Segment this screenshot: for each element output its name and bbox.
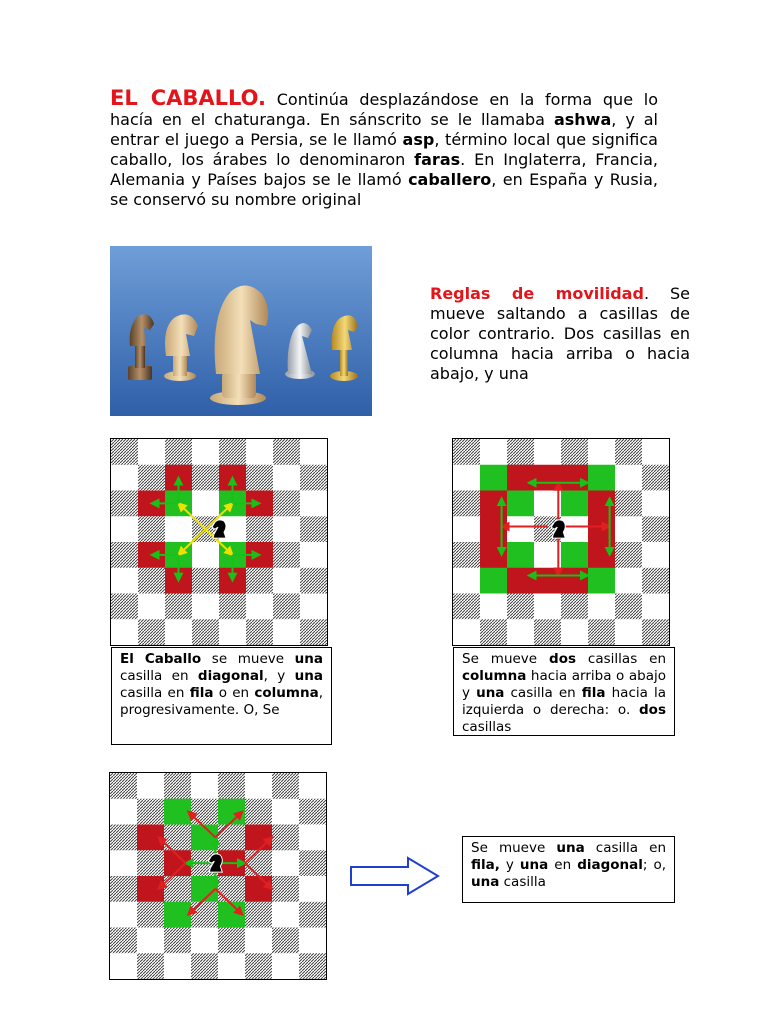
board-square xyxy=(588,491,616,517)
board-square xyxy=(218,825,246,851)
board-square xyxy=(615,516,643,542)
bold-run-9: una xyxy=(471,874,500,890)
caption-box-3 xyxy=(462,836,675,903)
board-square xyxy=(561,491,589,517)
bold-run-1: una xyxy=(556,840,585,856)
board-square xyxy=(137,799,165,825)
board-square xyxy=(615,542,643,568)
bold-run-5: una xyxy=(476,685,505,701)
board-square xyxy=(138,439,166,465)
board-square xyxy=(245,902,273,928)
board-square xyxy=(272,953,300,979)
board-square xyxy=(272,902,300,928)
board-square xyxy=(273,465,301,491)
board-square xyxy=(111,491,139,517)
board-square xyxy=(245,773,273,799)
board-square xyxy=(453,594,481,620)
board-square xyxy=(164,953,192,979)
board-square xyxy=(507,491,535,517)
board-square xyxy=(273,542,301,568)
board-square xyxy=(192,542,220,568)
bold-run-6: una xyxy=(294,668,323,684)
board-square xyxy=(561,594,589,620)
board-square xyxy=(480,516,508,542)
board-square xyxy=(218,773,246,799)
board-square xyxy=(480,594,508,620)
board-square xyxy=(191,799,219,825)
mobility-rules-paragraph xyxy=(430,284,690,384)
board-square xyxy=(138,619,166,645)
board-square xyxy=(111,542,139,568)
board-square xyxy=(642,516,669,542)
board-square xyxy=(300,465,327,491)
board-square xyxy=(561,619,589,645)
board-square xyxy=(110,850,138,876)
board-square xyxy=(110,799,138,825)
board-square xyxy=(245,825,273,851)
caption-box-1 xyxy=(111,647,332,745)
text-run-1: se mueve xyxy=(201,651,295,667)
board-square xyxy=(246,568,274,594)
board-square xyxy=(138,568,166,594)
board-square xyxy=(110,902,138,928)
chess-board-diagram-3 xyxy=(109,772,327,980)
text-run-0: Se mueve xyxy=(471,840,557,856)
intro-paragraph xyxy=(110,88,658,210)
board-square xyxy=(218,928,246,954)
board-square xyxy=(588,568,616,594)
board-square xyxy=(561,465,589,491)
board-square xyxy=(480,465,508,491)
board-square xyxy=(191,902,219,928)
text-run-2: casillas en xyxy=(576,651,667,667)
board-square xyxy=(273,568,301,594)
board-square xyxy=(300,568,327,594)
board-square xyxy=(165,439,193,465)
chess-board-diagram-1 xyxy=(110,438,328,646)
board-square xyxy=(588,439,616,465)
bold-run-7: fila xyxy=(581,685,606,701)
board-square xyxy=(218,953,246,979)
board-square xyxy=(164,902,192,928)
board-square xyxy=(299,953,326,979)
board-square xyxy=(300,594,327,620)
bold-run-3: asp xyxy=(402,130,435,149)
board-square xyxy=(245,876,273,902)
board-square xyxy=(110,773,138,799)
board-square xyxy=(272,773,300,799)
board-square xyxy=(246,439,274,465)
text-run-4: y xyxy=(499,857,520,873)
board-square xyxy=(273,594,301,620)
bold-run-10: columna xyxy=(254,685,319,701)
text-run-2: casilla en xyxy=(584,840,666,856)
board-square xyxy=(273,516,301,542)
text-run-11: , progresivamente. O, Se xyxy=(120,685,324,718)
board-square xyxy=(165,619,193,645)
board-square xyxy=(453,542,481,568)
board-square xyxy=(219,594,247,620)
board-square xyxy=(273,619,301,645)
bold-run-1: dos xyxy=(549,651,577,667)
board-square xyxy=(273,439,301,465)
board-square xyxy=(480,542,508,568)
board-square xyxy=(219,439,247,465)
board-square xyxy=(110,825,138,851)
board-square xyxy=(191,953,219,979)
board-square xyxy=(246,594,274,620)
board-square xyxy=(615,594,643,620)
board-square xyxy=(137,773,165,799)
caption-3-text xyxy=(471,840,666,890)
board-square xyxy=(507,568,535,594)
board-square xyxy=(272,850,300,876)
board-square xyxy=(300,542,327,568)
rules-title: Reglas de movilidad xyxy=(430,284,644,303)
board-square xyxy=(272,928,300,954)
board-square xyxy=(192,465,220,491)
board-square xyxy=(245,953,273,979)
board-square xyxy=(111,594,139,620)
board-square xyxy=(164,773,192,799)
board-square xyxy=(192,568,220,594)
board-square xyxy=(561,439,589,465)
board-square xyxy=(507,465,535,491)
board-square xyxy=(642,594,669,620)
board-square xyxy=(164,928,192,954)
board-square xyxy=(137,928,165,954)
chess-board-diagram-2 xyxy=(452,438,670,646)
board-square xyxy=(165,516,193,542)
board-square xyxy=(300,516,327,542)
text-run-10: casilla xyxy=(499,874,546,890)
section-title: EL CABALLO. xyxy=(110,86,266,110)
text-run-3: casilla en xyxy=(120,668,198,684)
text-run-9: o en xyxy=(213,685,255,701)
board-square xyxy=(137,825,165,851)
board-square xyxy=(164,799,192,825)
bold-run-7: caballero xyxy=(408,170,492,189)
board-square xyxy=(299,902,326,928)
board-square xyxy=(246,465,274,491)
board-square xyxy=(507,439,535,465)
board-square xyxy=(615,568,643,594)
board-square xyxy=(111,439,139,465)
board-square xyxy=(137,876,165,902)
caption-box-2 xyxy=(453,647,675,736)
text-run-10: casillas xyxy=(462,719,512,735)
board-square xyxy=(138,594,166,620)
board-square xyxy=(615,465,643,491)
board-square xyxy=(299,928,326,954)
board-square xyxy=(588,542,616,568)
text-run-8: , en España y Rusia, se conservó su nombre original xyxy=(110,170,658,209)
text-run-8: ; o, xyxy=(642,857,666,873)
board-square xyxy=(561,542,589,568)
board-square xyxy=(138,516,166,542)
text-run-4: hacia arriba o abajo y xyxy=(462,668,666,701)
text-run-6: . En Inglaterra, Francia, Alemania y Países bajos se le llamó xyxy=(110,150,658,189)
text-run-2: , y al entrar el juego a Persia, se le llamó xyxy=(110,110,659,149)
board-square xyxy=(642,619,669,645)
text-run-6: en xyxy=(548,857,578,873)
board-square xyxy=(111,619,139,645)
board-square xyxy=(110,928,138,954)
board-square xyxy=(138,465,166,491)
board-square xyxy=(300,439,327,465)
text-run-0: Continúa desplazándose en la forma que lo hacía en el chaturanga. En sánscrito se le llamaba xyxy=(110,90,659,129)
board-square xyxy=(480,568,508,594)
text-run-8: hacia la izquierda o derecha: o. xyxy=(462,685,666,718)
board-square xyxy=(615,439,643,465)
board-square xyxy=(137,850,165,876)
board-square xyxy=(192,491,220,517)
text-run-6: casilla en xyxy=(504,685,582,701)
board-square xyxy=(642,491,669,517)
board-square xyxy=(110,876,138,902)
board-square xyxy=(165,594,193,620)
board-square xyxy=(219,619,247,645)
board-square xyxy=(245,799,273,825)
board-square xyxy=(507,542,535,568)
board-square xyxy=(615,619,643,645)
text-run-5: , y xyxy=(263,668,295,684)
board-square xyxy=(588,465,616,491)
caption-1-text xyxy=(120,651,323,718)
board-square xyxy=(480,439,508,465)
bold-run-5: faras xyxy=(414,150,461,169)
bold-run-7: diagonal xyxy=(577,857,643,873)
bold-run-2: una xyxy=(294,651,323,667)
board-square xyxy=(191,928,219,954)
board-square xyxy=(453,619,481,645)
board-square xyxy=(588,516,616,542)
bold-run-3: columna xyxy=(462,668,527,684)
board-square xyxy=(299,773,326,799)
board-square xyxy=(534,619,562,645)
board-square xyxy=(507,594,535,620)
board-square xyxy=(480,619,508,645)
board-square xyxy=(246,619,274,645)
board-square xyxy=(272,876,300,902)
bold-run-4: diagonal xyxy=(197,668,264,684)
board-square xyxy=(534,594,562,620)
text-run-0: Se mueve xyxy=(462,651,550,667)
chess-knights-photo xyxy=(110,246,372,416)
board-square xyxy=(300,619,327,645)
board-square xyxy=(561,568,589,594)
board-square xyxy=(273,491,301,517)
board-square xyxy=(642,465,669,491)
board-square xyxy=(642,439,669,465)
board-square xyxy=(218,876,246,902)
board-square xyxy=(480,491,508,517)
right-arrow-icon xyxy=(350,856,442,900)
board-square xyxy=(299,876,326,902)
board-square xyxy=(507,516,535,542)
board-square xyxy=(111,465,139,491)
bold-run-0: El Caballo xyxy=(120,651,202,667)
board-square xyxy=(111,516,139,542)
board-square xyxy=(111,568,139,594)
board-square xyxy=(192,594,220,620)
caption-2-text xyxy=(462,651,666,735)
board-square xyxy=(588,619,616,645)
board-square xyxy=(615,491,643,517)
bold-run-3: fila, xyxy=(471,857,500,873)
bold-run-5: una xyxy=(519,857,549,873)
rules-text: . Se mueve saltando a casillas de color contrario. Dos casillas en columna hacia arriba o hacia abajo, y una xyxy=(430,284,691,383)
board-square xyxy=(299,850,326,876)
bold-run-1: ashwa xyxy=(553,110,612,129)
board-square xyxy=(245,928,273,954)
board-square xyxy=(191,773,219,799)
board-square xyxy=(534,439,562,465)
board-square xyxy=(192,439,220,465)
board-square xyxy=(453,516,481,542)
bold-run-9: dos xyxy=(639,702,666,718)
board-square xyxy=(300,491,327,517)
board-square xyxy=(137,953,165,979)
board-square xyxy=(272,799,300,825)
board-square xyxy=(110,953,138,979)
board-square xyxy=(453,465,481,491)
board-square xyxy=(453,568,481,594)
board-square xyxy=(272,825,300,851)
text-run-4: , término local que significa caballo, los árabes lo denominaron xyxy=(110,130,658,169)
board-square xyxy=(137,902,165,928)
board-square xyxy=(299,825,326,851)
board-square xyxy=(642,568,669,594)
board-square xyxy=(453,439,481,465)
board-square xyxy=(246,516,274,542)
text-run-7: casilla en xyxy=(120,685,190,701)
board-square xyxy=(245,850,273,876)
bold-run-8: fila xyxy=(189,685,214,701)
board-square xyxy=(507,619,535,645)
board-square xyxy=(192,619,220,645)
board-square xyxy=(453,491,481,517)
board-square xyxy=(642,542,669,568)
board-square xyxy=(299,799,326,825)
board-square xyxy=(588,594,616,620)
